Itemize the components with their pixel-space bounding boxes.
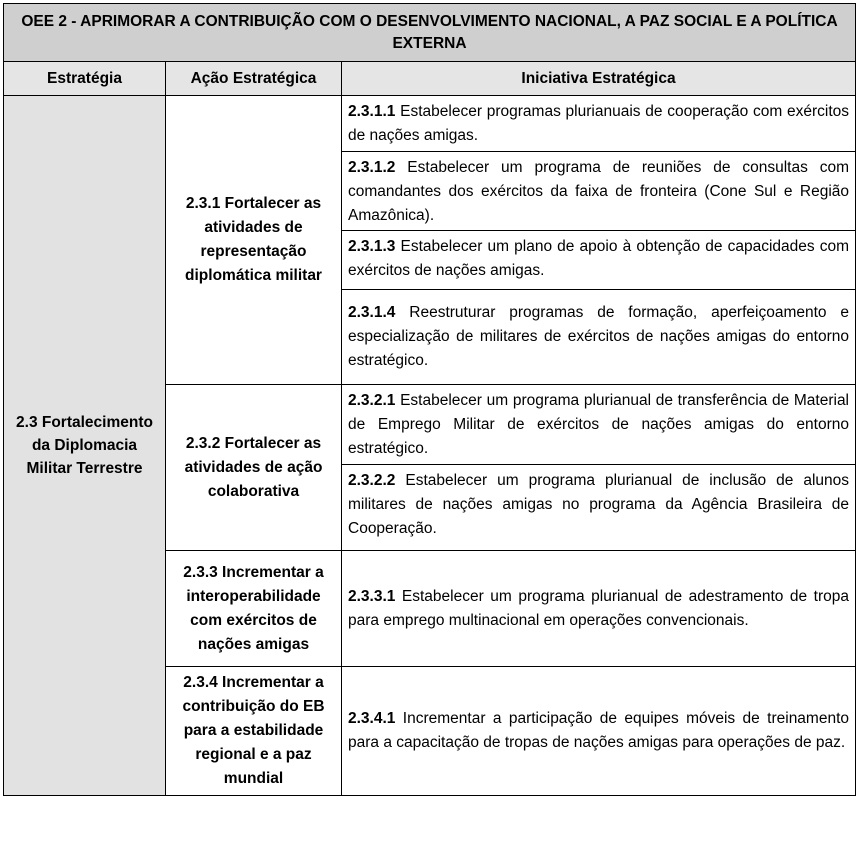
iniciativa-code: 2.3.3.1 [348,587,396,605]
acao-cell-2-3-2 [166,385,342,551]
estrategia-cell [4,96,166,796]
iniciativa-code: 2.3.1.3 [348,238,396,255]
iniciativa-2-3-1-4 [342,290,856,385]
iniciativa-text: Estabelecer um programa de reuniões de consultas com comandantes dos exércitos da faixa de fronteira (Cone Sul e Região Amazônica). [348,159,850,224]
acao-label: 2.3.2 Fortalecer as atividades de ação colaborativa [184,434,323,500]
acao-cell-2-3-4 [166,667,342,796]
iniciativa-2-3-1-1 [342,96,856,152]
iniciativa-text: Estabelecer um programa plurianual de adestramento de tropa para emprego multinacional em operações convencionais. [348,587,850,629]
iniciativa-code: 2.3.1.4 [348,304,396,321]
iniciativa-code: 2.3.2.1 [348,392,396,409]
iniciativa-2-3-3-1 [342,551,856,667]
iniciativa-text: Estabelecer programas plurianuais de cooperação com exércitos de nações amigas. [348,103,850,144]
iniciativa-code: 2.3.1.2 [348,159,396,176]
table-title: OEE 2 - APRIMORAR A CONTRIBUIÇÃO COM O DESENVOLVIMENTO NACIONAL, A PAZ SOCIAL E A POLÍTICA EXTERNA [4,4,856,62]
iniciativa-text: Reestruturar programas de formação, aperfeiçoamento e especialização de militares de exércitos de nações amigas do entorno estratégico. [348,304,850,369]
acao-label: 2.3.3 Incrementar a interoperabilidade com exércitos de nações amigas [183,563,324,653]
header-acao-estrategica: Ação Estratégica [166,62,342,96]
header-estrategia: Estratégia [4,62,166,96]
acao-cell-2-3-3 [166,551,342,667]
acao-label: 2.3.4 Incrementar a contribuição do EB para a estabilidade regional e a paz mundial [182,674,325,787]
iniciativa-code: 2.3.2.2 [348,472,396,489]
acao-cell-2-3-1 [166,96,342,385]
iniciativa-2-3-4-1 [342,667,856,796]
iniciativa-text: Estabelecer um plano de apoio à obtenção de capacidades com exércitos de nações amigas. [348,238,850,279]
acao-label: 2.3.1 Fortalecer as atividades de representação diplomática militar [185,195,322,284]
estrategia-label: 2.3 Fortalecimento da Diplomacia Militar Terrestre [16,414,153,477]
iniciativa-2-3-1-2 [342,152,856,231]
iniciativa-2-3-1-3 [342,231,856,290]
iniciativa-text: Estabelecer um programa plurianual de inclusão de alunos militares de nações amigas no programa da Agência Brasileira de Cooperação. [348,472,850,537]
iniciativa-2-3-2-1 [342,385,856,465]
iniciativa-text: Estabelecer um programa plurianual de transferência de Material de Emprego Militar de exércitos de nações amigas do entorno estratégico. [348,392,850,457]
iniciativa-text: Incrementar a participação de equipes móveis de treinamento para a capacitação de tropas de nações amigas para operações de paz. [348,710,850,751]
header-iniciativa-estrategica: Iniciativa Estratégica [342,62,856,96]
strategy-table [3,3,856,796]
iniciativa-code: 2.3.4.1 [348,710,396,727]
iniciativa-2-3-2-2 [342,465,856,551]
iniciativa-code: 2.3.1.1 [348,103,396,120]
